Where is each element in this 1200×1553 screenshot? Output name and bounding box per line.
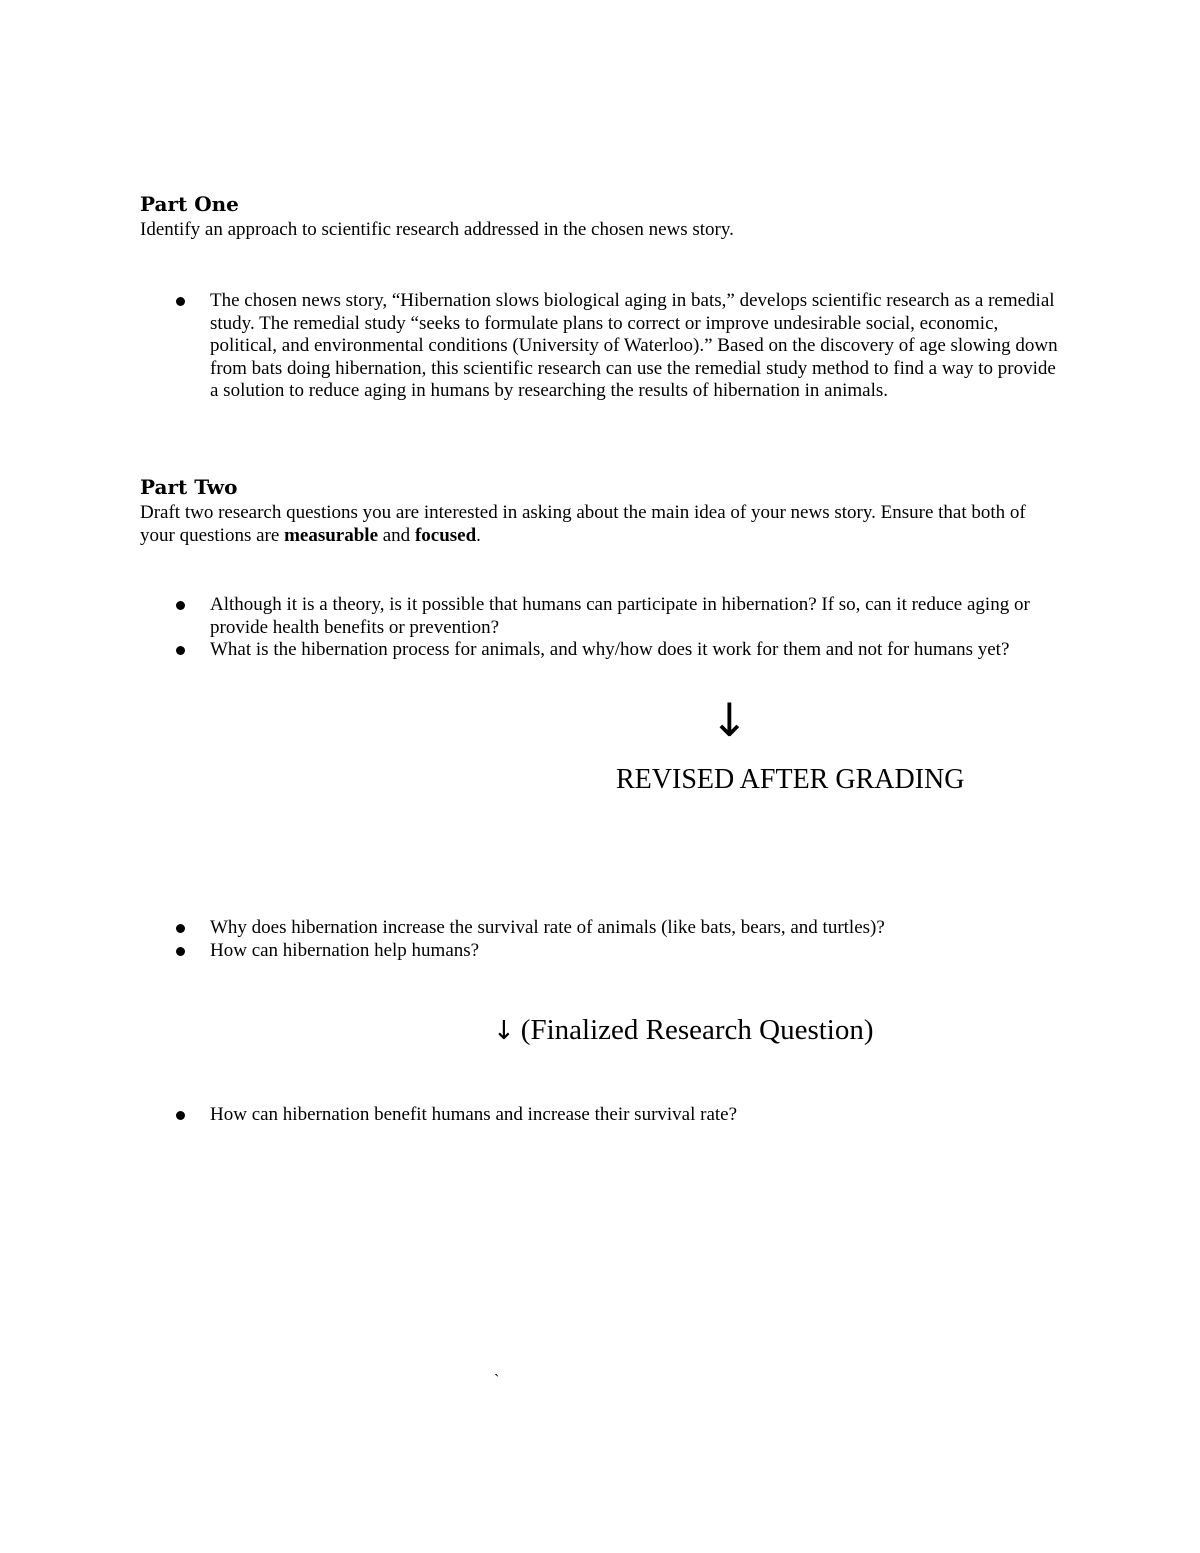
list-item xyxy=(140,917,1080,940)
part-one-answer: The chosen news story, “Hibernation slows biological aging in bats,” develops scientific research as a remedial study. The remedial study “seeks to formulate plans to correct or improve undesirable social, economic, political, and environmental conditions (University of Waterloo).” Based on the discovery of age slowing down from bats doing hibernation, this scientific research can use the remedial study method to find a way to provide a solution to reduce aging in humans by researching the results of hibernation in animals. xyxy=(210,290,1058,401)
draft-question-2: What is the hibernation process for animals, and why/how does it work for them and not for humans yet? xyxy=(210,639,1010,660)
part-two-prompt-focused: focused xyxy=(414,525,477,546)
list-item xyxy=(140,290,1060,403)
list-item xyxy=(140,940,1080,963)
part-one-heading: Part One xyxy=(140,192,239,216)
bullet-icon xyxy=(176,601,185,610)
bullet-icon xyxy=(176,924,185,933)
part-two-prompt-end: . xyxy=(476,525,481,546)
bullet-icon xyxy=(176,947,185,956)
finalized-title: (Finalized Research Question) xyxy=(520,1014,874,1046)
revised-question-1: Why does hibernation increase the survival rate of animals (like bats, bears, and turtles)? xyxy=(210,917,885,938)
part-one-answer-list xyxy=(140,290,1060,403)
list-item xyxy=(140,594,1080,639)
finalized-question: How can hibernation benefit humans and increase their survival rate? xyxy=(210,1104,738,1125)
bullet-icon xyxy=(176,1111,185,1120)
draft-question-1: Although it is a theory, is it possible that humans can participate in hibernation? If so, can it reduce aging or provide health benefits or prevention? xyxy=(210,594,1030,638)
down-arrow-icon: ↓ xyxy=(493,1016,515,1046)
bullet-icon xyxy=(176,646,185,655)
part-two-prompt xyxy=(140,501,1065,547)
down-arrow-icon: ↓ xyxy=(710,693,749,747)
list-item xyxy=(140,1104,1080,1127)
part-one-prompt: Identify an approach to scientific research addressed in the chosen news story. xyxy=(140,219,734,240)
part-two-prompt-measurable: measurable xyxy=(284,525,378,546)
revised-question-list xyxy=(140,917,1080,962)
revised-title: REVISED AFTER GRADING xyxy=(616,764,965,795)
revised-question-2: How can hibernation help humans? xyxy=(210,939,480,961)
part-two-prompt-mid: and xyxy=(378,525,415,546)
stray-mark: ` xyxy=(494,1372,500,1389)
finalized-header xyxy=(493,1013,874,1048)
part-two-prompt-start: Draft two research questions you are interested in asking about the main idea of your news story. Ensure that both of your questions are xyxy=(140,502,1026,546)
finalized-question-list xyxy=(140,1104,1080,1127)
list-item xyxy=(140,639,1080,662)
part-two-question-list xyxy=(140,594,1080,662)
part-two-heading: Part Two xyxy=(140,475,238,499)
bullet-icon xyxy=(176,297,185,306)
